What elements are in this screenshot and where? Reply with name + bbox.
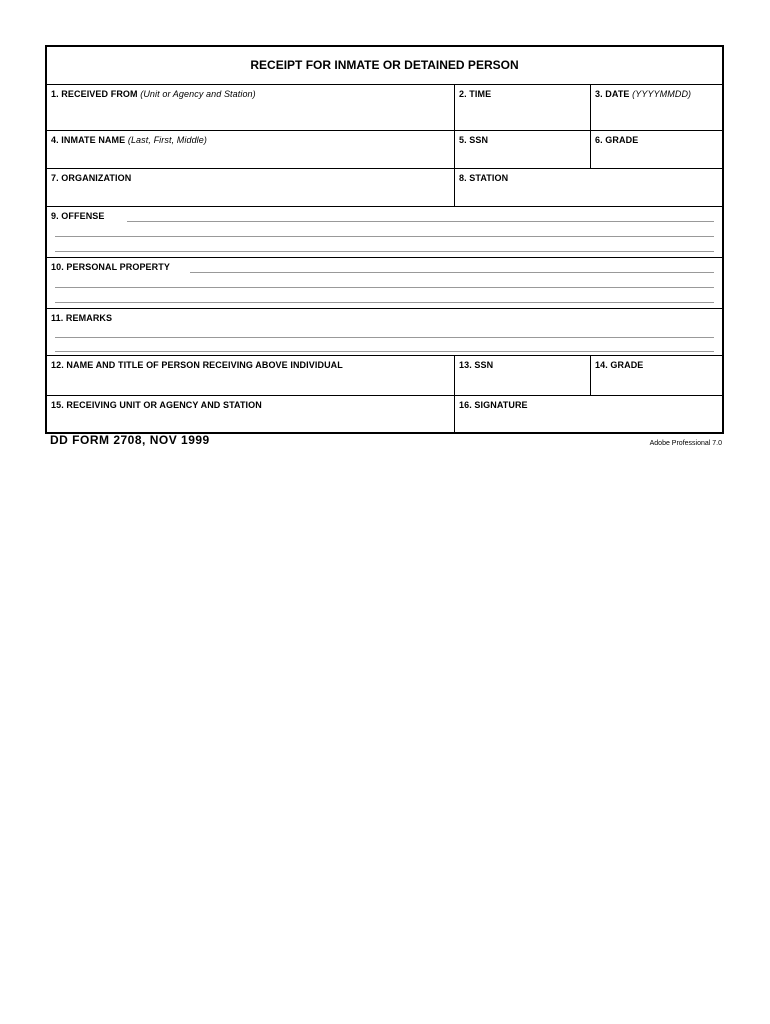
received-from-label: 1. RECEIVED FROM (Unit or Agency and Station) bbox=[51, 89, 256, 99]
received-from-field[interactable] bbox=[47, 85, 454, 130]
receiver-grade-field[interactable] bbox=[590, 356, 722, 395]
organization-input[interactable] bbox=[51, 187, 449, 203]
time-label: 2. TIME bbox=[459, 89, 492, 99]
receiving-unit-input[interactable] bbox=[51, 413, 449, 429]
offense-line-3[interactable] bbox=[55, 251, 714, 252]
receipt-form bbox=[45, 45, 724, 434]
signature-field[interactable] bbox=[454, 396, 722, 432]
row-offense bbox=[47, 207, 722, 258]
inmate-name-label: 4. INMATE NAME (Last, First, Middle) bbox=[51, 135, 207, 145]
receiver-name-title-label: 12. NAME AND TITLE OF PERSON RECEIVING ABOVE INDIVIDUAL bbox=[51, 360, 343, 370]
signature-label: 16. SIGNATURE bbox=[459, 400, 528, 410]
organization-label: 7. ORGANIZATION bbox=[51, 173, 132, 183]
personal-property-line-3[interactable] bbox=[55, 302, 714, 303]
receiver-ssn-label: 13. SSN bbox=[459, 360, 494, 370]
row-personal-property bbox=[47, 258, 722, 309]
form-title-row bbox=[47, 47, 722, 85]
receiver-grade-input[interactable] bbox=[595, 374, 717, 392]
row-organization bbox=[47, 169, 722, 207]
receiver-ssn-field[interactable] bbox=[454, 356, 590, 395]
receiver-name-title-input[interactable] bbox=[51, 374, 449, 392]
row-remarks bbox=[47, 309, 722, 356]
ssn-field[interactable] bbox=[454, 131, 590, 168]
personal-property-label: 10. PERSONAL PROPERTY bbox=[51, 262, 170, 272]
personal-property-line-1[interactable] bbox=[190, 272, 714, 273]
personal-property-line-2[interactable] bbox=[55, 287, 714, 288]
ssn-label: 5. SSN bbox=[459, 135, 489, 145]
form-identifier: DD FORM 2708, NOV 1999 bbox=[50, 433, 210, 447]
offense-label: 9. OFFENSE bbox=[51, 211, 105, 221]
station-field[interactable] bbox=[454, 169, 722, 206]
station-input[interactable] bbox=[459, 187, 717, 203]
row-receiving-unit bbox=[47, 396, 722, 432]
remarks-label: 11. REMARKS bbox=[51, 313, 113, 323]
form-title: RECEIPT FOR INMATE OR DETAINED PERSON bbox=[250, 58, 519, 72]
receiving-unit-field[interactable] bbox=[47, 396, 454, 432]
receiver-grade-label: 14. GRADE bbox=[595, 360, 644, 370]
software-version: Adobe Professional 7.0 bbox=[649, 440, 722, 447]
ssn-input[interactable] bbox=[459, 149, 585, 165]
receiver-name-title-field[interactable] bbox=[47, 356, 454, 395]
time-field[interactable] bbox=[454, 85, 590, 130]
time-input[interactable] bbox=[459, 105, 585, 125]
grade-label: 6. GRADE bbox=[595, 135, 639, 145]
row-inmate bbox=[47, 131, 722, 169]
station-label: 8. STATION bbox=[459, 173, 509, 183]
row-receiver bbox=[47, 356, 722, 396]
row-received bbox=[47, 85, 722, 131]
inmate-name-input[interactable] bbox=[51, 149, 449, 165]
received-from-input[interactable] bbox=[51, 105, 449, 125]
remarks-line-2[interactable] bbox=[55, 351, 714, 352]
receiving-unit-label: 15. RECEIVING UNIT OR AGENCY AND STATION bbox=[51, 400, 262, 410]
grade-input[interactable] bbox=[595, 149, 717, 165]
organization-field[interactable] bbox=[47, 169, 454, 206]
date-field[interactable] bbox=[590, 85, 722, 130]
grade-field[interactable] bbox=[590, 131, 722, 168]
inmate-name-field[interactable] bbox=[47, 131, 454, 168]
remarks-line-1[interactable] bbox=[55, 337, 714, 338]
receiver-ssn-input[interactable] bbox=[459, 374, 585, 392]
date-input[interactable] bbox=[595, 105, 717, 125]
offense-line-1[interactable] bbox=[127, 221, 714, 222]
date-label: 3. DATE (YYYYMMDD) bbox=[595, 89, 692, 99]
offense-line-2[interactable] bbox=[55, 236, 714, 237]
